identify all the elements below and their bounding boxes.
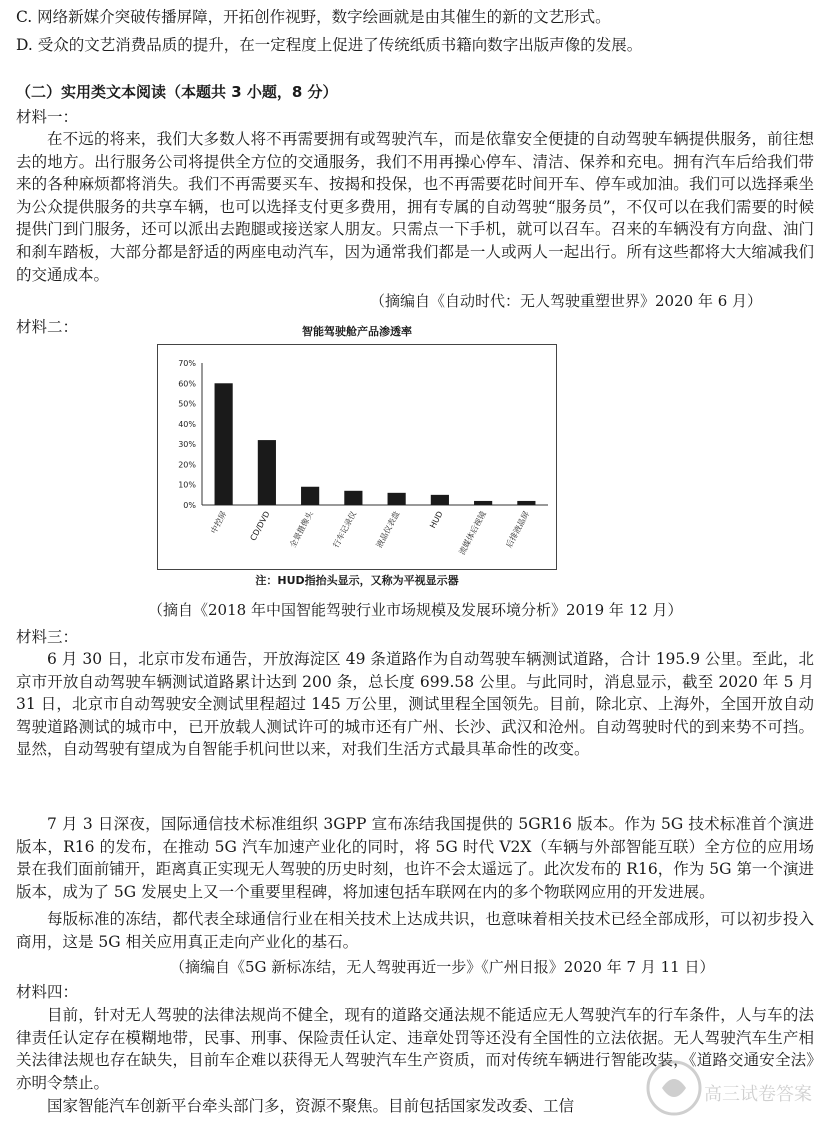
material4-label: 材料四： [16,983,79,1001]
bar [215,383,233,505]
x-tick-label: 全景摄像头 [288,509,315,550]
x-tick-label: 液晶仪表盘 [374,509,402,550]
material1-text: 在不远的将来，我们大多数人将不再需要拥有或驾驶汽车，而是依靠安全便捷的自动驾驶车辆提供服务，前往想去的地方。出行服务公司将提供全方位的交通服务，我们不用再操心停车、清洁、保养和充电。拥有汽车后给我们带来的各种麻烦都将消失。我们不再需要买车、按揭和投保，也不再需要花时间开车、停车或加油。我们可以选择乘坐为公众提供服务的共享车辆，也可以选择支付更多费用，拥有专属的自动驾驶“服务员”，不仅可以在我们需要的时候提供门到门服务，还可以派出去跑腿或接送家人朋友。只需点一下手机，就可以召车。召来的车辆没有方向盘、油门和刹车踏板，大部分都是舒适的两座电动汽车，因为通常我们都是一人或两人一起出行。所有这些都将大大缩减我们的交通成本。 [16,130,814,284]
x-tick-label: CD/DVD [248,509,272,543]
bar-chart [158,345,556,569]
option-d: D. 受众的文艺消费品质的提升，在一定程度上促进了传统纸质书籍向数字出版声像的发展。 [16,36,643,54]
y-tick-label: 0% [183,501,196,510]
bar [344,491,362,505]
material4-paragraph-2: 国家智能汽车创新平台牵头部门多，资源不聚焦。目前包括国家发改委、工信 [47,1097,575,1115]
x-tick-label: 流媒体后视镜 [457,509,488,557]
y-tick-label: 50% [178,399,196,409]
option-c: C. 网络新媒介突破传播屏障，开拓创作视野，数字绘画就是由其催生的新的文艺形式。 [16,8,611,26]
bar-chart-frame [157,344,557,570]
bar [258,440,276,505]
material4-paragraph-1: 目前，针对无人驾驶的法律法规尚不健全，现有的道路交通法规不能适应无人驾驶汽车的行车条件，人与车的法律责任认定存在模糊地带，民事、刑事、保险责任认定、违章处罚等还没有全国性的立法依据。无人驾驶汽车生产相关法律法规也存在缺失，目前车企难以获得无人驾驶汽车生产资质，而对传统车辆进行智能改装，《道路交通安全法》亦明令禁止。 [16,1006,814,1092]
y-tick-label: 20% [178,460,196,470]
material1-label: 材料一： [16,108,79,126]
chart-title: 智能驾驶舱产品渗透率 [302,325,412,338]
bar [517,501,535,505]
material1-source: （摘编自《自动时代：无人驾驶重塑世界》2020 年 6 月） [370,292,763,310]
watermark-logo [644,1048,814,1128]
x-tick-label: HUD [428,509,445,530]
bar [474,501,492,505]
material2-source: （摘自《2018 年中国智能驾驶行业市场规模及发展环境分析》2019 年 12 月） [148,601,683,619]
x-tick-label: 行车记录仪 [331,509,359,550]
material3-source: （摘编自《5G 新标冻结，无人驾驶再近一步》《广州日报》2020 年 7 月 11 日） [170,958,715,976]
svg-text:高三试卷答案: 高三试卷答案 [704,1084,812,1105]
bar [301,487,319,505]
section-heading: （二）实用类文本阅读（本题共 3 小题，8 分） [16,83,338,101]
material3-label: 材料三： [16,628,79,646]
x-tick-label: 中控屏 [209,509,229,536]
y-tick-label: 10% [178,480,196,490]
chart-note: 注：HUD指抬头显示，又称为平视显示器 [255,574,459,587]
y-tick-label: 70% [178,359,196,368]
bar [431,495,449,505]
material3-paragraph-1: 6 月 30 日，北京市发布通告，开放海淀区 49 条道路作为自动驾驶车辆测试道路，合计 195.9 公里。至此，北京市开放自动驾驶车辆测试道路累计达到 200 条，总长度 699.58 公里。与此同时，消息显示，截至 2020 年 5 月 31 日，北京市自动驾驶安全测试里程超过 145 万公里，测试里程全国领先。目前，除北京、上海外，全国开放自动驾驶道路测试的城市中，已开放载人测试许可的城市还有广州、长沙、武汉和沧州。自动驾驶时代的到来势不可挡。显然，自动驾驶有望成为自智能手机问世以来，对我们生活方式最具革命性的改变。 [16,650,814,759]
material2-label: 材料二： [16,318,79,336]
y-tick-label: 30% [178,440,196,450]
material3-paragraph-2: 7 月 3 日深夜，国际通信技术标准组织 3GPP 宣布冻结我国提供的 5GR16 版本。作为 5G 技术标准首个演进版本，R16 的发布，在推动 5G 汽车加速产业化的同时，将 5G 时代 V2X（车辆与外部智能互联）全方位的应用场景在我们面前铺开，距离真正实现无人驾驶的历史时刻，也许不会太遥远了。此次发布的 R16，作为 5G 第一个演进版本，成为了 5G 发展史上又一个重要里程碑，将加速包括车联网在内的多个物联网应用的开发进展。 [16,815,814,901]
y-tick-label: 60% [178,379,196,389]
bar [388,493,406,505]
material3-paragraph-3: 每版标准的冻结，都代表全球通信行业在相关技术上达成共识，也意味着相关技术已经全部成形，可以初步投入商用，这是 5G 相关应用真正走向产业化的基石。 [16,910,814,951]
x-tick-label: 后排液晶屏 [504,509,532,550]
y-tick-label: 40% [178,419,196,429]
